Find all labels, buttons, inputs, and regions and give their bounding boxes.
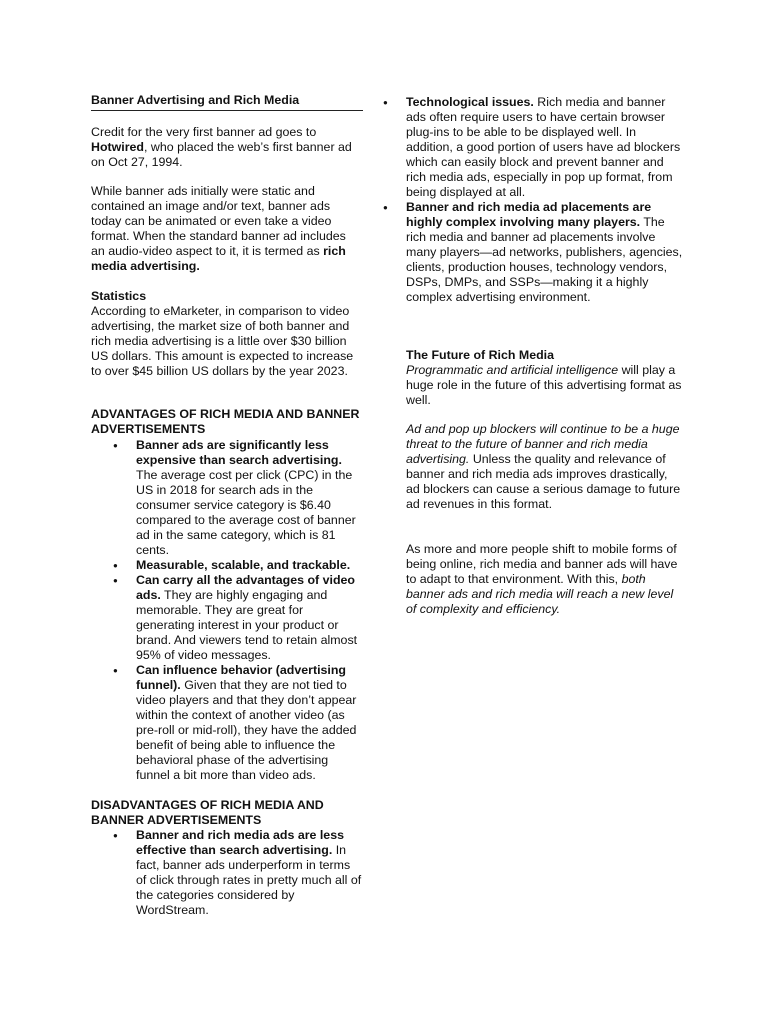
disadvantage-3-text: The rich media and banner ad placements involve many players—ad networks, publishers, agencies, clients, production houses, technology vendors, DSPs, DMPs, and SSPs—making it a highly complex advertising environment. <box>406 215 683 304</box>
credit-text-pre: Credit for the very first banner ad goes to <box>91 125 317 139</box>
list-item <box>91 573 363 663</box>
disadvantage-2-lead: Technological issues. <box>406 95 534 109</box>
list-item <box>91 828 363 918</box>
future-2-text: Unless the quality and relevance of banner and rich media ads improves drastically, ad blockers can cause a serious damage to future ad revenues in this format. <box>406 452 681 511</box>
future-3-text: As more and more people shift to mobile forms of being online, rich media and banner ads will have to adapt to that environment. With this, <box>406 542 678 586</box>
list-item <box>361 200 684 305</box>
advantage-4-lead: Can influence behavior (advertising funnel). <box>136 663 346 692</box>
list-item <box>91 438 363 558</box>
advantage-2-lead: Measurable, scalable, and trackable. <box>136 558 351 572</box>
credit-text-post: , who placed the web’s first banner ad on Oct 27, 1994. <box>91 140 352 169</box>
future-paragraph-2 <box>406 422 684 512</box>
future-1-text: will play a huge role in the future of this advertising format as well. <box>406 363 682 407</box>
disadvantages-list <box>91 828 363 918</box>
future-3-italic: both banner ads and rich media will reach a new level of complexity and efficiency. <box>406 572 674 616</box>
future-2-italic: Ad and pop up blockers will continue to be a huge threat to the future of banner and rich media advertising. <box>406 422 680 466</box>
future-paragraph-1 <box>406 363 684 408</box>
advantages-heading: ADVANTAGES OF RICH MEDIA AND BANNER ADVERTISEMENTS <box>91 407 360 436</box>
document-title: Banner Advertising and Rich Media <box>91 93 363 111</box>
disadvantages-heading: DISADVANTAGES OF RICH MEDIA AND BANNER ADVERTISEMENTS <box>91 798 324 827</box>
advantage-1-lead: Banner ads are significantly less expensive than search advertising. <box>136 438 342 467</box>
advantage-1-text: The average cost per click (CPC) in the US in 2018 for search ads in the consumer service category is $6.40 compared to the average cost of banner ad in the same category, which is 81 cents. <box>136 468 356 557</box>
list-item <box>361 95 684 200</box>
rich-media-term: rich media advertising. <box>91 244 346 273</box>
advantage-4-text: Given that they are not tied to video players and that they don’t appear within the context of another video (as pre-roll or mid-roll), they have the added benefit of being able to influence the behavioral phase of the advertising funnel a bit more than video ads. <box>136 678 357 782</box>
credit-hotwired: Hotwired <box>91 140 145 154</box>
list-item <box>91 663 363 783</box>
disadvantages-list-continued <box>361 95 684 305</box>
static-banner-paragraph <box>91 184 363 274</box>
statistics-paragraph: According to eMarketer, in comparison to video advertising, the market size of both banner and rich media advertising is a little over $30 billion US dollars. This amount is expected to increase to over $45 billion US dollars by the year 2023. <box>91 304 354 378</box>
advantages-list <box>91 438 363 783</box>
advantage-3-lead: Can carry all the advantages of video ads. <box>136 573 355 602</box>
statistics-heading: Statistics <box>91 289 147 303</box>
disadvantage-2-text: Rich media and banner ads often require users to have certain browser plug-ins to be able to be displayed well. In addition, a good portion of users have ad blockers which can easily block and prevent banner and rich media ads, especially in pop up format, from being displayed at all. <box>406 95 681 199</box>
future-paragraph-3 <box>406 542 684 617</box>
advantage-3-text: They are highly engaging and memorable. They are great for generating interest in your product or brand. And viewers tend to retain almost 95% of video messages. <box>136 588 358 662</box>
list-item <box>91 558 363 573</box>
static-banner-text: While banner ads initially were static and contained an image and/or text, banner ads today can be animated or even take a video format. When the standard banner ad includes an audio-video aspect to it, it is termed as <box>91 184 346 258</box>
credit-paragraph <box>91 125 363 170</box>
disadvantage-1-lead: Banner and rich media ads are less effective than search advertising. <box>136 828 344 857</box>
disadvantage-1-text: In fact, banner ads underperform in terms of click through rates in pretty much all of the categories considered by WordStream. <box>136 843 362 917</box>
future-heading: The Future of Rich Media <box>406 348 555 362</box>
future-1-italic: Programmatic and artificial intelligence <box>406 363 619 377</box>
disadvantage-3-lead: Banner and rich media ad placements are highly complex involving many players. <box>406 200 652 229</box>
